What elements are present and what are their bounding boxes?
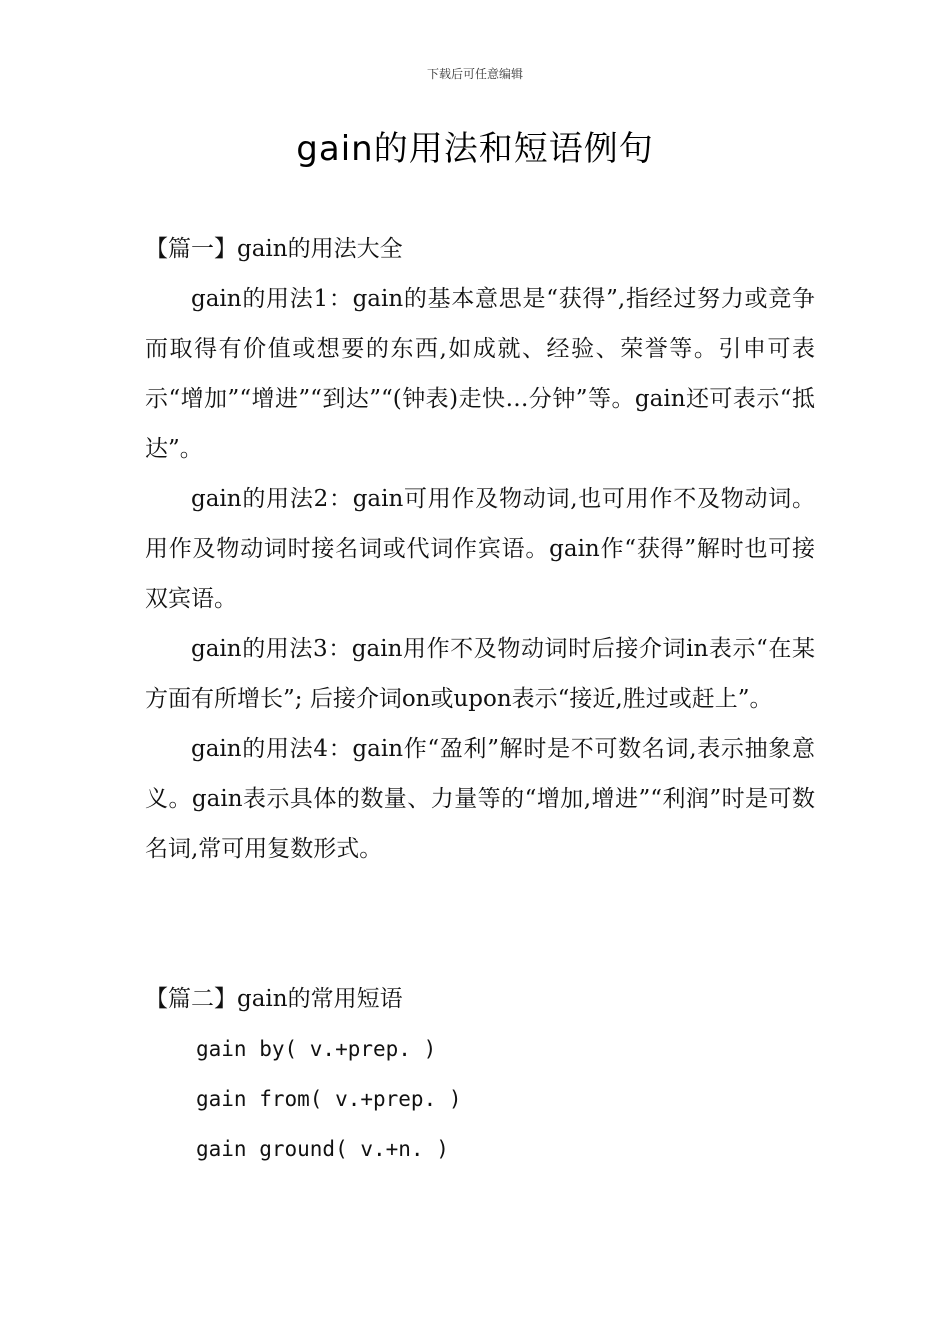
page-header-note: 下载后可任意编辑: [426, 67, 523, 81]
usage-paragraph-3: gain的用法3：gain用作不及物动词时后接介词in表示“在某方面有所增长”; 后接介词on或upon表示“接近,胜过或赶上”。: [145, 636, 815, 712]
section-2-heading: 【篇二】gain的常用短语: [145, 986, 403, 1012]
document-title: gain的用法和短语例句: [296, 129, 654, 169]
section-spacer: [145, 874, 815, 974]
section-1-heading: 【篇一】gain的用法大全: [145, 236, 403, 262]
usage-paragraph-1: gain的用法1：gain的基本意思是“获得”,指经过努力或竞争而取得有价值或想要的东西,如成就、经验、荣誉等。引申可表示“增加”“增进”“到达”“(钟表)走快…分钟”等。gain还可表示“抵达”。: [145, 286, 815, 462]
usage-paragraph-2: gain的用法2：gain可用作及物动词,也可用作不及物动词。用作及物动词时接名词或代词作宾语。gain作“获得”解时也可接双宾语。: [145, 486, 815, 612]
document-body: [145, 224, 815, 1174]
usage-paragraph-4: gain的用法4：gain作“盈利”解时是不可数名词,表示抽象意义。gain表示具体的数量、力量等的“增加,增进”“利润”时是可数名词,常可用复数形式。: [145, 736, 815, 862]
phrase-item: gain ground( v.+n. ): [196, 1137, 449, 1161]
phrase-list: [145, 1024, 815, 1174]
phrase-item: gain by( v.+prep. ): [196, 1037, 437, 1061]
phrase-item: gain from( v.+prep. ): [196, 1087, 462, 1111]
